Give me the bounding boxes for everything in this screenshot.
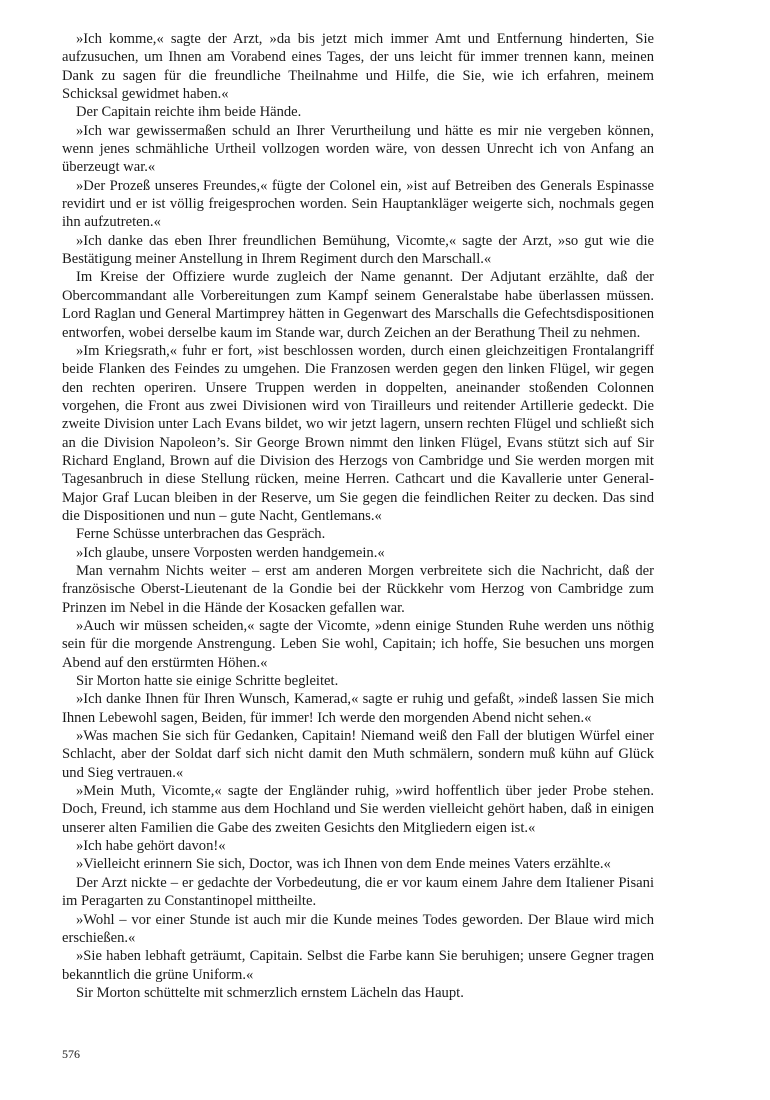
paragraph: »Ich danke das eben Ihrer freundlichen Bemühung, Vicomte,« sagte der Arzt, »so gut wie die Bestätigung meiner Anstellung in Ihrem Regiment durch den Marschall.« <box>62 232 654 268</box>
page-number: 576 <box>62 1047 80 1061</box>
paragraph: »Im Kriegsrath,« fuhr er fort, »ist beschlossen worden, durch einen gleichzeitigen Frontalangriff beide Flanken des Feindes zu umgehen. Die Franzosen werden gegen den linken Flügel, wir gegen den rechten operiren. Unsere Truppen werden in doppelten, aneinander stoßenden Colonnen vorgehen, die Front aus zwei Divisionen wird von Tirailleurs und reitender Artillerie gedeckt. Die zweite Division unter Lach Evans bildet, wo wir jetzt lagern, unsern rechten Flügel und schließt sich an die Division Napoleon’s. Sir George Brown nimmt den linken Flügel, Evans stützt sich auf Sir Richard England, Brown auf die Division des Herzogs von Cambridge und Sie werden morgen mit Tagesanbruch in diese Stellung rücken, meine Herren. Cathcart und die Kavallerie unter General-Major Graf Lucan bleiben in der Reserve, um Sie gegen die feindlichen Reiter zu decken. Das sind die Dispositionen und nun – gute Nacht, Gentlemans.« <box>62 342 654 524</box>
paragraph: »Wohl – vor einer Stunde ist auch mir die Kunde meines Todes geworden. Der Blaue wird mich erschießen.« <box>62 911 654 946</box>
paragraph: »Mein Muth, Vicomte,« sagte der Engländer ruhig, »wird hoffentlich über jeder Probe stehen. Doch, Freund, ich stamme aus dem Hochland und Sie werden vielleicht gehört haben, daß in einigen unserer alten Familien die Gabe des zweiten Gesichts den Mitgliedern eigen ist.« <box>62 783 654 836</box>
paragraph: Der Capitain reichte ihm beide Hände. <box>76 104 302 121</box>
paragraph: Sir Morton schüttelte mit schmerzlich ernstem Lächeln das Haupt. <box>76 984 464 1001</box>
paragraph: »Sie haben lebhaft geträumt, Capitain. Selbst die Farbe kann Sie beruhigen; unsere Gegner tragen bekanntlich die grüne Uniform.« <box>62 948 654 983</box>
paragraph: »Auch wir müssen scheiden,« sagte der Vicomte, »denn einige Stunden Ruhe werden uns nöthig sein für die morgende Anstrengung. Leben Sie wohl, Capitain; ich hoffe, Sie besuchen uns morgen Abend auf den erstürmten Höhen.« <box>62 618 654 671</box>
paragraph: »Vielleicht erinnern Sie sich, Doctor, was ich Ihnen von dem Ende meines Vaters erzählte.« <box>76 856 611 873</box>
paragraph: »Ich glaube, unsere Vorposten werden handgemein.« <box>76 544 385 561</box>
paragraph: »Ich komme,« sagte der Arzt, »da bis jetzt mich immer Amt und Entfernung hinderten, Sie aufzusuchen, um Ihnen am Vorabend eines Tages, der uns leicht für immer trennen kann, meinen Dank zu sagen für die freundliche Theilnahme und Hilfe, die Sie, wie ich erfahren, meinem Schicksal gewidmet haben.« <box>62 31 654 103</box>
paragraph: »Der Prozeß unseres Freundes,« fügte der Colonel ein, »ist auf Betreiben des Generals Espinasse revidirt und er ist völlig freigesprochen worden. Sein Hauptankläger weigerte sich, nochmals gegen ihn aufzutreten.« <box>62 177 654 231</box>
paragraph: »Ich war gewissermaßen schuld an Ihrer Verurtheilung und hätte es mir nie vergeben können, wenn jenes schmähliche Urtheil vollzogen worden wäre, von dessen Unrecht ich von Anfang an überzeugt war.« <box>62 122 654 176</box>
paragraph: Ferne Schüsse unterbrachen das Gespräch. <box>76 526 326 543</box>
paragraph: Man vernahm Nichts weiter – erst am anderen Morgen verbreitete sich die Nachricht, daß der französische Oberst-Lieutenant de la Gondie bei der Rückkehr vom Herzog von Cambridge zum Prinzen im Nebel in die Hände der Kosacken gefallen war. <box>62 562 654 616</box>
paragraph: »Was machen Sie sich für Gedanken, Capitain! Niemand weiß den Fall der blutigen Würfel einer Schlacht, aber der Soldat darf sich nicht damit den Muth schmälern, sondern muß kühn auf Glück und Sieg vertrauen.« <box>62 728 654 781</box>
paragraph: »Ich danke Ihnen für Ihren Wunsch, Kamerad,« sagte er ruhig und gefaßt, »indeß lassen Sie mich Ihnen Lebewohl sagen, Beiden, für immer! Ich werde den morgenden Abend nicht sehen.« <box>62 691 654 726</box>
paragraph: »Ich habe gehört davon!« <box>76 838 226 855</box>
paragraph: Sir Morton hatte sie einige Schritte begleitet. <box>76 673 339 690</box>
paragraph: Im Kreise der Offiziere wurde zugleich der Name genannt. Der Adjutant erzählte, daß der Obercommandant alle Vorbereitungen zum Kampf seinem Generalstabe habe überlassen müssen. Lord Raglan und General Martimprey hätten in Gegenwart des Marschalls die Gefechtsdispositionen entworfen, wobei derselbe kaum im Stande war, durch Zeichen an der Berathung Theil zu nehmen. <box>62 269 654 341</box>
page-text <box>62 30 654 1002</box>
paragraph: Der Arzt nickte – er gedachte der Vorbedeutung, die er vor kaum einem Jahre dem Italiener Pisani im Peragarten zu Constantinopel mittheilte. <box>62 874 654 910</box>
